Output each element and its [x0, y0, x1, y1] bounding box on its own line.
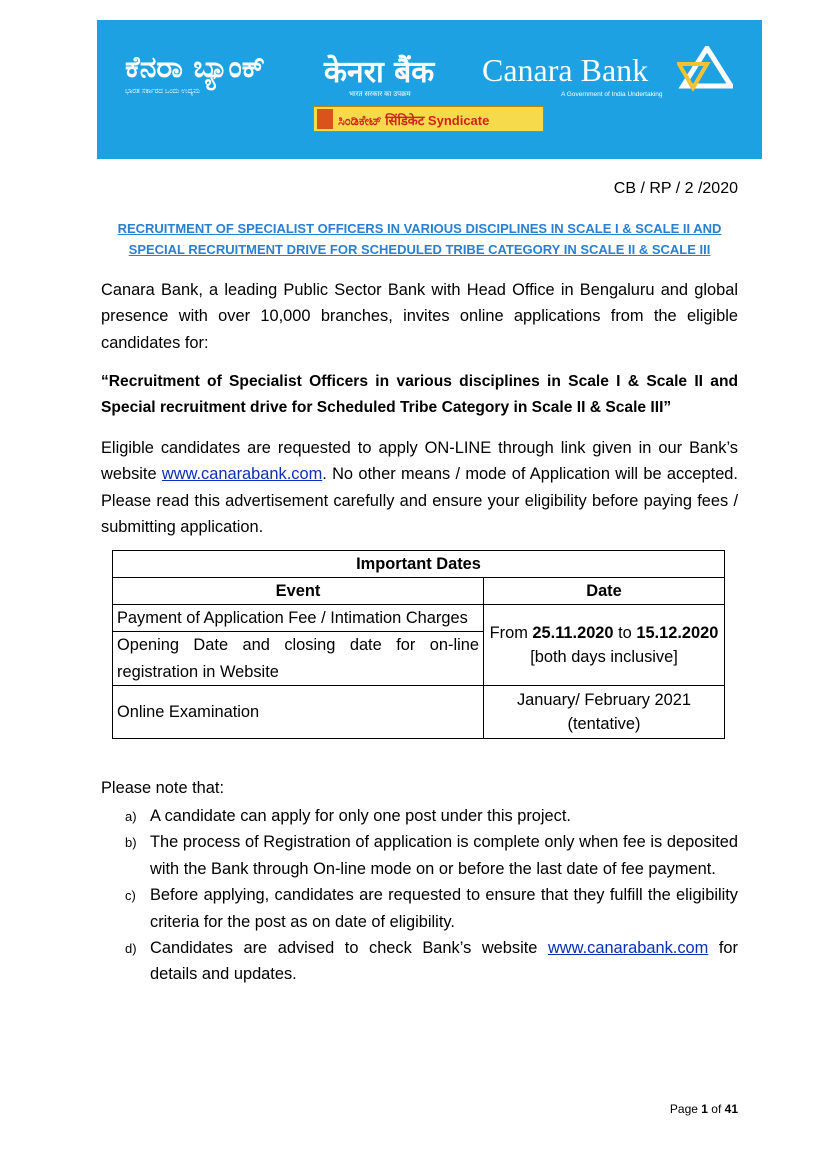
- recruitment-title-quote: “Recruitment of Specialist Officers in various disciplines in Scale I & Scale II and Special recruitment drive for Scheduled Tribe Category in Scale II & Scale III”: [101, 373, 738, 417]
- important-dates-table: [112, 550, 725, 739]
- hindi-bank-name: केनरा बैंक: [324, 55, 435, 90]
- current-page: 1: [701, 1102, 708, 1116]
- date-column-header: Date: [484, 578, 725, 605]
- start-date: 25.11.2020: [532, 624, 614, 643]
- table-title: Important Dates: [113, 551, 725, 578]
- list-item: [125, 829, 738, 882]
- exam-date-cell: [484, 686, 725, 739]
- list-item: [125, 882, 738, 935]
- syndicate-emblem-icon: [317, 109, 333, 129]
- page-label: Page: [669, 1102, 702, 1116]
- reference-number: CB / RP / 2 /2020: [613, 180, 738, 197]
- list-marker: a): [125, 809, 137, 824]
- canara-bank-logo-icon: [677, 46, 733, 94]
- list-item-text: Before applying, candidates are requested to ensure that they fulfill the eligibility criteria for the post as on date of eligibility.: [150, 886, 738, 931]
- syndicate-label: ಸಿಂಡಿಕೇಟ್ सिंडिकेट Syndicate: [338, 113, 490, 128]
- list-item-text-before-link: Candidates are advised to check Bank’s website: [150, 939, 548, 958]
- list-marker: b): [125, 835, 137, 851]
- to-label: to: [613, 624, 637, 643]
- document-heading: [101, 218, 738, 260]
- table-row: [113, 605, 725, 632]
- heading-line-1: RECRUITMENT OF SPECIALIST OFFICERS IN VARIOUS DISCIPLINES IN SCALE I & SCALE II AND: [117, 221, 722, 236]
- of-label: of: [707, 1102, 725, 1116]
- event-cell: Online Examination: [113, 686, 484, 739]
- apply-text-after-link: . No other means / mode of Application will be accepted. Please read this advertisement carefully and ensure your eligibility before paying fees / submitting application.: [101, 465, 738, 537]
- exam-date-line-2: (tentative): [567, 715, 641, 734]
- event-cell: Payment of Application Fee / Intimation Charges: [113, 605, 484, 632]
- website-link[interactable]: www.canarabank.com: [161, 465, 323, 484]
- date-range: [488, 621, 720, 645]
- date-range-note: [both days inclusive]: [530, 648, 678, 667]
- notes-intro: Please note that:: [101, 779, 225, 797]
- total-pages: 41: [724, 1102, 738, 1116]
- event-cell: Opening Date and closing date for on-line registration in Website: [113, 632, 484, 686]
- list-item-text-after-link: for details and updates.: [150, 939, 738, 984]
- list-item: [125, 935, 738, 988]
- table-row: [113, 686, 725, 739]
- kannada-tagline: ಭಾರತ ಸರ್ಕಾರದ ಒಂದು ಉದ್ಯಮ: [125, 88, 200, 95]
- apply-paragraph: [101, 435, 738, 541]
- website-link[interactable]: www.canarabank.com: [547, 939, 709, 958]
- syndicate-logo: [313, 106, 544, 132]
- from-label: From: [489, 624, 533, 643]
- notes-list: [125, 803, 738, 988]
- list-marker: d): [125, 941, 137, 957]
- registration-date-cell: [484, 605, 725, 686]
- english-bank-name: Canara Bank: [482, 52, 649, 88]
- kannada-bank-name: ಕೆನರಾ ಬ್ಯಾಂಕ್: [125, 50, 266, 85]
- list-item-text: A candidate can apply for only one post under this project.: [150, 807, 571, 825]
- end-date: 15.12.2020: [636, 624, 719, 643]
- english-tagline: A Government of India Undertaking: [561, 91, 663, 98]
- apply-text-before-link: Eligible candidates are requested to apply ON-LINE through link given in our Bank’s website: [101, 439, 738, 484]
- list-marker: c): [125, 888, 136, 904]
- list-item: [125, 803, 738, 829]
- list-item-text: The process of Registration of application is complete only when fee is deposited with the Bank through On-line mode on or before the last date of fee payment.: [150, 833, 738, 878]
- exam-date-line-1: January/ February 2021: [516, 691, 692, 710]
- hindi-tagline: भारत सरकार का उपक्रम: [349, 91, 411, 98]
- page-number: [670, 1102, 738, 1116]
- header-banner: [97, 20, 762, 159]
- heading-line-2: SPECIAL RECRUITMENT DRIVE FOR SCHEDULED TRIBE CATEGORY IN SCALE II & SCALE III: [128, 242, 711, 257]
- event-column-header: Event: [113, 578, 484, 605]
- intro-paragraph: Canara Bank, a leading Public Sector Bank with Head Office in Bengaluru and global presence with over 10,000 branches, invites online applications from the eligible candidates for:: [101, 281, 738, 352]
